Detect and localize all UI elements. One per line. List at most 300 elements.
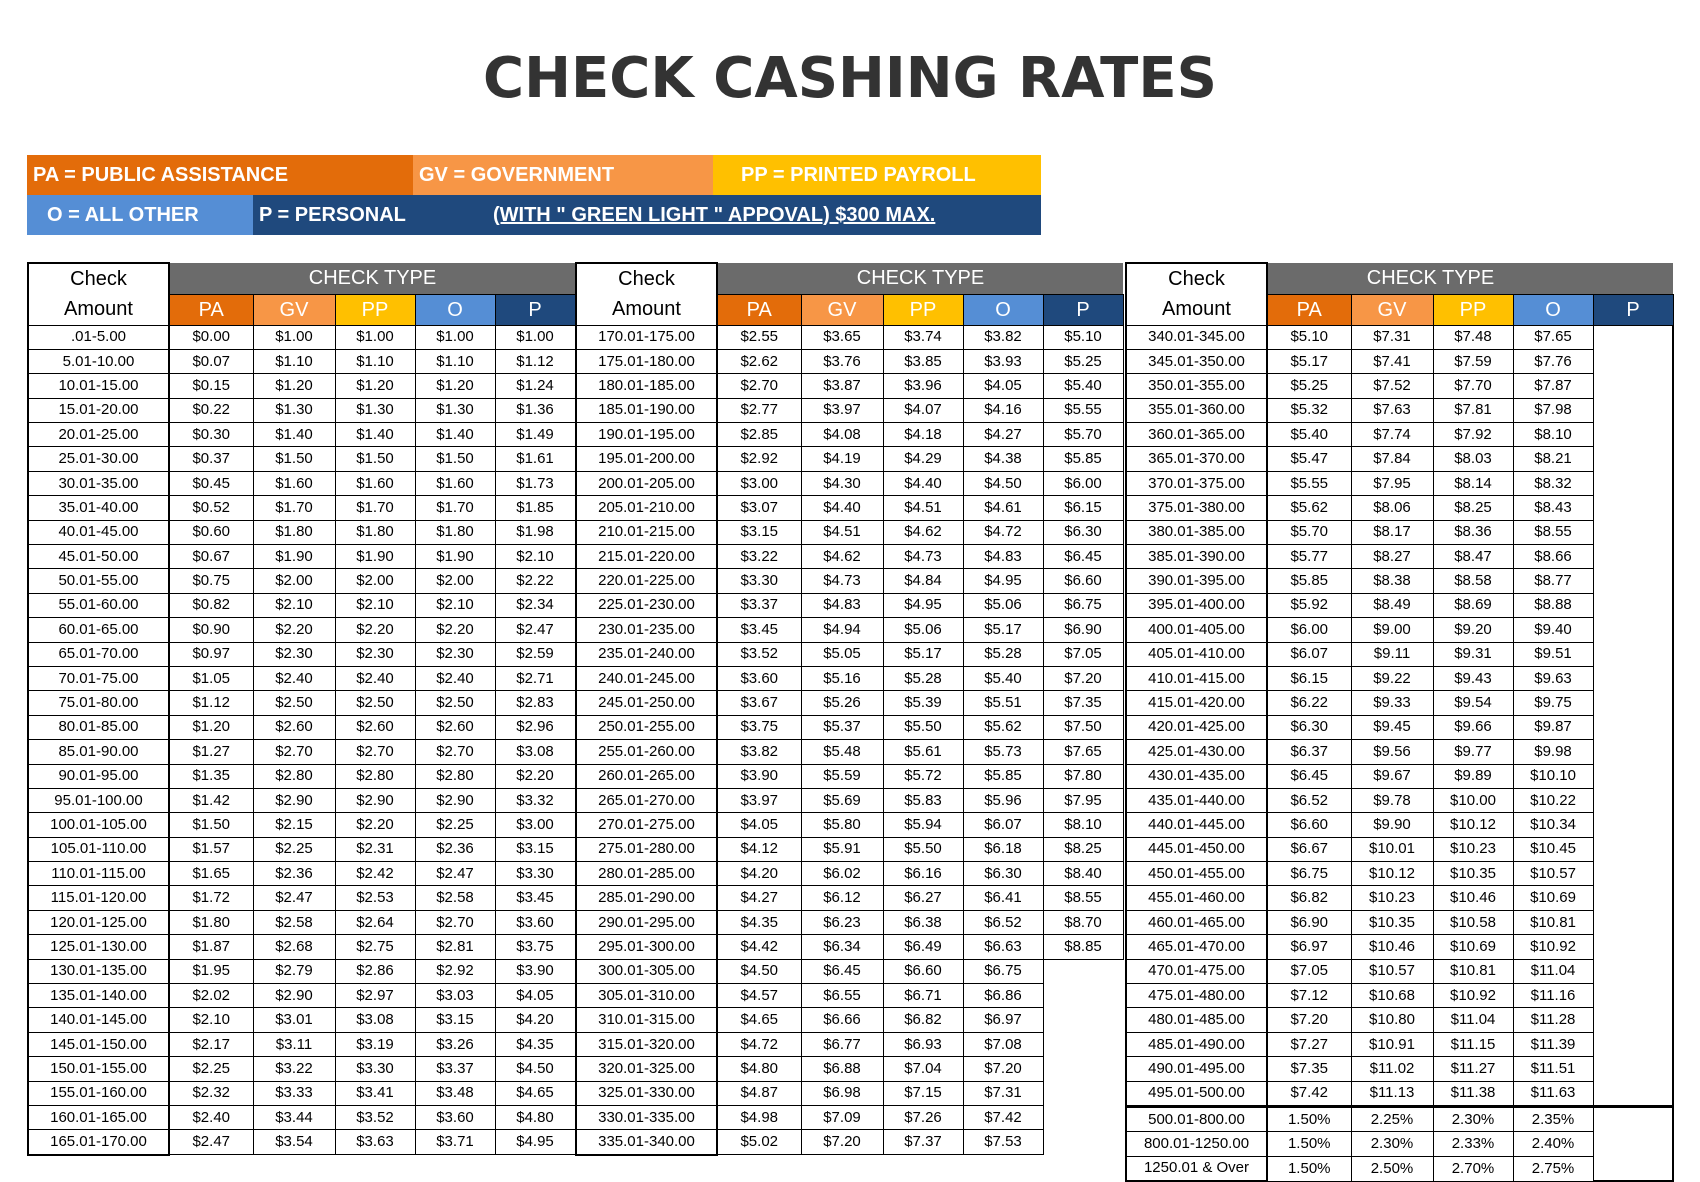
legend-all-other: O = ALL OTHER bbox=[27, 195, 253, 235]
rate-row bbox=[28, 788, 575, 812]
rate-pa: $6.52 bbox=[1267, 788, 1351, 812]
rate-pp: $9.54 bbox=[1433, 691, 1513, 715]
rate-row bbox=[28, 1008, 575, 1032]
rate-row bbox=[28, 423, 575, 447]
rate-pa: 1.50% bbox=[1267, 1107, 1351, 1132]
percent-rate-row bbox=[1126, 1156, 1673, 1181]
check-amount-range: 320.01-325.00 bbox=[576, 1057, 717, 1081]
rate-pa: $7.35 bbox=[1267, 1057, 1351, 1081]
rate-pp: $2.64 bbox=[335, 910, 415, 934]
rate-row bbox=[28, 447, 575, 471]
rate-p: $4.50 bbox=[495, 1057, 575, 1081]
rate-p: $2.22 bbox=[495, 569, 575, 593]
rate-gv: $1.00 bbox=[253, 325, 335, 349]
check-amount-range: 175.01-180.00 bbox=[576, 349, 717, 373]
rate-p: $3.75 bbox=[495, 935, 575, 959]
rate-pp: $3.96 bbox=[883, 374, 963, 398]
rate-pp: $3.30 bbox=[335, 1057, 415, 1081]
rate-gv: $5.26 bbox=[801, 691, 883, 715]
rate-o: $11.16 bbox=[1513, 984, 1593, 1008]
rate-pa: $1.35 bbox=[169, 764, 253, 788]
rate-o: 2.40% bbox=[1513, 1132, 1593, 1156]
rate-pp: $4.73 bbox=[883, 545, 963, 569]
rate-pp: $2.70 bbox=[335, 740, 415, 764]
check-amount-range: 80.01-85.00 bbox=[28, 715, 169, 739]
rate-p: $3.90 bbox=[495, 959, 575, 983]
rate-pa: $0.52 bbox=[169, 496, 253, 520]
rate-gv: $8.27 bbox=[1351, 545, 1433, 569]
rate-o: $2.70 bbox=[415, 740, 495, 764]
rate-o: $2.80 bbox=[415, 764, 495, 788]
rate-gv: $11.13 bbox=[1351, 1081, 1433, 1106]
rate-o: $2.90 bbox=[415, 788, 495, 812]
rate-gv: $7.09 bbox=[801, 1106, 883, 1130]
rate-p: $8.40 bbox=[1043, 862, 1123, 886]
rate-o: $4.50 bbox=[963, 471, 1043, 495]
check-amount-range: 465.01-470.00 bbox=[1126, 935, 1267, 959]
rate-p bbox=[1593, 1057, 1673, 1081]
rate-row bbox=[1126, 447, 1673, 471]
check-amount-range: 130.01-135.00 bbox=[28, 959, 169, 983]
rate-pp: $11.04 bbox=[1433, 1008, 1513, 1032]
check-amount-range: 125.01-130.00 bbox=[28, 935, 169, 959]
rate-row bbox=[28, 959, 575, 983]
rate-gv: $6.98 bbox=[801, 1081, 883, 1105]
check-amount-range: 95.01-100.00 bbox=[28, 788, 169, 812]
rate-o: $1.90 bbox=[415, 545, 495, 569]
rate-gv: $2.80 bbox=[253, 764, 335, 788]
rate-row bbox=[28, 642, 575, 666]
rate-o: $6.41 bbox=[963, 886, 1043, 910]
rate-p: $1.24 bbox=[495, 374, 575, 398]
rate-o: $7.20 bbox=[963, 1057, 1043, 1081]
rate-row bbox=[576, 1130, 1123, 1155]
rate-o: $7.42 bbox=[963, 1106, 1043, 1130]
column-header-pa: PA bbox=[717, 294, 801, 325]
rate-pp: $2.50 bbox=[335, 691, 415, 715]
rate-pa: $5.17 bbox=[1267, 349, 1351, 373]
rate-gv: $6.55 bbox=[801, 984, 883, 1008]
rate-p bbox=[1593, 910, 1673, 934]
rate-o: $2.70 bbox=[415, 910, 495, 934]
rate-gv: $2.79 bbox=[253, 959, 335, 983]
rate-row bbox=[28, 715, 575, 739]
rate-gv: $2.40 bbox=[253, 666, 335, 690]
rate-gv: $6.66 bbox=[801, 1008, 883, 1032]
rate-gv: $1.30 bbox=[253, 398, 335, 422]
rate-p: $7.20 bbox=[1043, 666, 1123, 690]
rate-p bbox=[1043, 1008, 1123, 1032]
rate-gv: $5.69 bbox=[801, 788, 883, 812]
rate-pp: $4.84 bbox=[883, 569, 963, 593]
rate-row bbox=[1126, 813, 1673, 837]
amount-header: Amount bbox=[1126, 294, 1267, 325]
rate-p: $1.73 bbox=[495, 471, 575, 495]
rate-p: $6.00 bbox=[1043, 471, 1123, 495]
rate-pa: $6.30 bbox=[1267, 715, 1351, 739]
rate-pp: $3.41 bbox=[335, 1081, 415, 1105]
rate-pa: $6.00 bbox=[1267, 618, 1351, 642]
rate-gv: $1.50 bbox=[253, 447, 335, 471]
rate-pp: $1.60 bbox=[335, 471, 415, 495]
rate-pp: $5.61 bbox=[883, 740, 963, 764]
rate-gv: $5.91 bbox=[801, 837, 883, 861]
rate-pa: $2.40 bbox=[169, 1106, 253, 1130]
rate-pp: $4.40 bbox=[883, 471, 963, 495]
rate-gv: $10.46 bbox=[1351, 935, 1433, 959]
rate-o: $3.26 bbox=[415, 1032, 495, 1056]
check-amount-range: 215.01-220.00 bbox=[576, 545, 717, 569]
rate-row bbox=[28, 1032, 575, 1056]
check-amount-range: 410.01-415.00 bbox=[1126, 666, 1267, 690]
rate-pp: $8.25 bbox=[1433, 496, 1513, 520]
rate-o: $8.32 bbox=[1513, 471, 1593, 495]
rate-o: $7.65 bbox=[1513, 325, 1593, 349]
rate-o: $2.00 bbox=[415, 569, 495, 593]
rate-pa: $7.42 bbox=[1267, 1081, 1351, 1106]
rate-o: $6.30 bbox=[963, 862, 1043, 886]
rate-gv: $1.40 bbox=[253, 423, 335, 447]
rate-row bbox=[576, 423, 1123, 447]
rate-o: $9.63 bbox=[1513, 666, 1593, 690]
rate-pp: $2.20 bbox=[335, 813, 415, 837]
check-amount-range: 500.01-800.00 bbox=[1126, 1107, 1267, 1132]
rate-pp: $4.18 bbox=[883, 423, 963, 447]
rate-o: $3.60 bbox=[415, 1106, 495, 1130]
check-amount-range: 150.01-155.00 bbox=[28, 1057, 169, 1081]
rate-p bbox=[1593, 837, 1673, 861]
rate-pp: $10.69 bbox=[1433, 935, 1513, 959]
rate-o: 2.75% bbox=[1513, 1156, 1593, 1181]
rate-pa: $1.12 bbox=[169, 691, 253, 715]
rate-row bbox=[28, 325, 575, 349]
check-header: Check bbox=[576, 263, 717, 294]
rate-pa: $2.25 bbox=[169, 1057, 253, 1081]
rate-gv: $9.11 bbox=[1351, 642, 1433, 666]
rate-row bbox=[576, 813, 1123, 837]
rate-p: $4.65 bbox=[495, 1081, 575, 1105]
rate-row bbox=[576, 984, 1123, 1008]
rate-row bbox=[1126, 349, 1673, 373]
rate-p: $5.40 bbox=[1043, 374, 1123, 398]
rate-o: $10.57 bbox=[1513, 862, 1593, 886]
rate-p bbox=[1043, 1130, 1123, 1155]
rate-pa: $1.95 bbox=[169, 959, 253, 983]
rate-gv: $5.05 bbox=[801, 642, 883, 666]
rate-pa: $5.55 bbox=[1267, 471, 1351, 495]
rate-o: $8.21 bbox=[1513, 447, 1593, 471]
rate-o: $1.00 bbox=[415, 325, 495, 349]
rate-pp: $6.38 bbox=[883, 910, 963, 934]
rate-pp: $1.30 bbox=[335, 398, 415, 422]
rate-row bbox=[1126, 325, 1673, 349]
rate-pp: $1.50 bbox=[335, 447, 415, 471]
rate-row bbox=[576, 764, 1123, 788]
rate-gv: $2.25 bbox=[253, 837, 335, 861]
rate-p: $4.80 bbox=[495, 1106, 575, 1130]
rate-pp: $1.70 bbox=[335, 496, 415, 520]
check-amount-range: 15.01-20.00 bbox=[28, 398, 169, 422]
rate-p bbox=[1593, 788, 1673, 812]
rate-row bbox=[576, 471, 1123, 495]
rate-pp: $10.23 bbox=[1433, 837, 1513, 861]
check-amount-range: 50.01-55.00 bbox=[28, 569, 169, 593]
rate-pa: $4.27 bbox=[717, 886, 801, 910]
rate-pp: $1.00 bbox=[335, 325, 415, 349]
rate-row bbox=[28, 984, 575, 1008]
rate-pp: $6.71 bbox=[883, 984, 963, 1008]
percent-rate-row bbox=[1126, 1107, 1673, 1132]
rate-p: $3.15 bbox=[495, 837, 575, 861]
rate-pa: $0.15 bbox=[169, 374, 253, 398]
rate-pa: $5.62 bbox=[1267, 496, 1351, 520]
rate-gv: $1.90 bbox=[253, 545, 335, 569]
rate-o: $8.10 bbox=[1513, 423, 1593, 447]
rate-row bbox=[1126, 910, 1673, 934]
rate-p: $1.49 bbox=[495, 423, 575, 447]
rate-p: $7.50 bbox=[1043, 715, 1123, 739]
rate-o: $11.63 bbox=[1513, 1081, 1593, 1106]
rate-pa: $2.32 bbox=[169, 1081, 253, 1105]
rate-p bbox=[1593, 813, 1673, 837]
rate-p bbox=[1593, 1107, 1673, 1132]
rate-gv: $10.68 bbox=[1351, 984, 1433, 1008]
rate-row bbox=[1126, 764, 1673, 788]
rate-pp: $6.60 bbox=[883, 959, 963, 983]
rate-row bbox=[28, 1057, 575, 1081]
check-amount-range: 310.01-315.00 bbox=[576, 1008, 717, 1032]
rate-p bbox=[1593, 1008, 1673, 1032]
rate-o: $10.45 bbox=[1513, 837, 1593, 861]
rate-o: $9.51 bbox=[1513, 642, 1593, 666]
rate-pa: $0.82 bbox=[169, 593, 253, 617]
column-header-gv: GV bbox=[801, 294, 883, 325]
legend-government: GV = GOVERNMENT bbox=[413, 155, 713, 195]
rate-p bbox=[1593, 1032, 1673, 1056]
rate-gv: $3.22 bbox=[253, 1057, 335, 1081]
page-title: CHECK CASHING RATES bbox=[483, 46, 1217, 111]
rate-pa: $3.82 bbox=[717, 740, 801, 764]
rate-pa: $6.67 bbox=[1267, 837, 1351, 861]
rate-gv: $9.45 bbox=[1351, 715, 1433, 739]
check-amount-range: 210.01-215.00 bbox=[576, 520, 717, 544]
check-header: Check bbox=[1126, 263, 1267, 294]
rate-pa: $3.52 bbox=[717, 642, 801, 666]
rate-gv: $7.52 bbox=[1351, 374, 1433, 398]
rate-pp: $6.82 bbox=[883, 1008, 963, 1032]
rate-pa: $3.97 bbox=[717, 788, 801, 812]
rate-gv: $6.88 bbox=[801, 1057, 883, 1081]
check-amount-range: 445.01-450.00 bbox=[1126, 837, 1267, 861]
rate-p bbox=[1593, 447, 1673, 471]
check-amount-range: 265.01-270.00 bbox=[576, 788, 717, 812]
rate-pa: $2.55 bbox=[717, 325, 801, 349]
rate-gv: $7.95 bbox=[1351, 471, 1433, 495]
rate-row bbox=[1126, 886, 1673, 910]
rate-gv: $2.58 bbox=[253, 910, 335, 934]
rate-pa: $6.45 bbox=[1267, 764, 1351, 788]
rate-p bbox=[1593, 398, 1673, 422]
rate-p bbox=[1593, 935, 1673, 959]
check-amount-range: 400.01-405.00 bbox=[1126, 618, 1267, 642]
rate-pa: $7.12 bbox=[1267, 984, 1351, 1008]
check-amount-range: 195.01-200.00 bbox=[576, 447, 717, 471]
rate-gv: $7.84 bbox=[1351, 447, 1433, 471]
rate-gv: $9.00 bbox=[1351, 618, 1433, 642]
rate-p: $6.60 bbox=[1043, 569, 1123, 593]
rate-pa: $0.30 bbox=[169, 423, 253, 447]
rate-gv: $2.00 bbox=[253, 569, 335, 593]
rate-p bbox=[1593, 618, 1673, 642]
rate-pp: $2.80 bbox=[335, 764, 415, 788]
check-amount-range: 390.01-395.00 bbox=[1126, 569, 1267, 593]
rate-o: $3.93 bbox=[963, 349, 1043, 373]
check-amount-range: 160.01-165.00 bbox=[28, 1106, 169, 1130]
rate-pp: $3.52 bbox=[335, 1106, 415, 1130]
rate-p: $4.20 bbox=[495, 1008, 575, 1032]
rate-p: $7.05 bbox=[1043, 642, 1123, 666]
rate-pa: $0.67 bbox=[169, 545, 253, 569]
rate-p: $5.55 bbox=[1043, 398, 1123, 422]
rate-gv: $7.31 bbox=[1351, 325, 1433, 349]
rate-p bbox=[1593, 764, 1673, 788]
legend-row-2 bbox=[27, 195, 1041, 235]
rate-pp: $9.77 bbox=[1433, 740, 1513, 764]
rate-gv: $4.94 bbox=[801, 618, 883, 642]
rate-gv: $2.90 bbox=[253, 984, 335, 1008]
rate-pp: $10.12 bbox=[1433, 813, 1513, 837]
rate-gv: $1.80 bbox=[253, 520, 335, 544]
check-amount-range: 70.01-75.00 bbox=[28, 666, 169, 690]
rate-o: $2.36 bbox=[415, 837, 495, 861]
rate-pa: $4.42 bbox=[717, 935, 801, 959]
rate-p: $3.00 bbox=[495, 813, 575, 837]
rate-pa: $6.97 bbox=[1267, 935, 1351, 959]
check-amount-range: 325.01-330.00 bbox=[576, 1081, 717, 1105]
rate-o: $3.71 bbox=[415, 1130, 495, 1155]
rate-pp: $10.46 bbox=[1433, 886, 1513, 910]
check-amount-range: 135.01-140.00 bbox=[28, 984, 169, 1008]
rate-gv: $3.01 bbox=[253, 1008, 335, 1032]
check-amount-range: 25.01-30.00 bbox=[28, 447, 169, 471]
rate-o: $6.75 bbox=[963, 959, 1043, 983]
rate-o: $8.55 bbox=[1513, 520, 1593, 544]
rate-pp: 2.33% bbox=[1433, 1132, 1513, 1156]
rate-gv: $1.70 bbox=[253, 496, 335, 520]
rate-o: $11.28 bbox=[1513, 1008, 1593, 1032]
rate-pa: $6.90 bbox=[1267, 910, 1351, 934]
rate-p: $4.05 bbox=[495, 984, 575, 1008]
rate-p: $3.32 bbox=[495, 788, 575, 812]
check-amount-range: 115.01-120.00 bbox=[28, 886, 169, 910]
rate-row bbox=[1126, 496, 1673, 520]
rate-o: $4.16 bbox=[963, 398, 1043, 422]
check-amount-range: 225.01-230.00 bbox=[576, 593, 717, 617]
rate-p: $7.95 bbox=[1043, 788, 1123, 812]
rate-p: $3.45 bbox=[495, 886, 575, 910]
rate-row bbox=[1126, 520, 1673, 544]
rate-gv: $3.65 bbox=[801, 325, 883, 349]
rate-pp: $4.62 bbox=[883, 520, 963, 544]
rate-row bbox=[1126, 423, 1673, 447]
rate-gv: $2.90 bbox=[253, 788, 335, 812]
rate-pp: $2.40 bbox=[335, 666, 415, 690]
check-amount-range: 220.01-225.00 bbox=[576, 569, 717, 593]
rate-pa: $1.20 bbox=[169, 715, 253, 739]
rate-pa: $4.12 bbox=[717, 837, 801, 861]
check-type-header-extension bbox=[1593, 263, 1673, 294]
rate-pa: $0.75 bbox=[169, 569, 253, 593]
rate-p: $7.65 bbox=[1043, 740, 1123, 764]
rate-p bbox=[1593, 984, 1673, 1008]
rate-row bbox=[28, 349, 575, 373]
check-amount-range: 55.01-60.00 bbox=[28, 593, 169, 617]
rate-pa: $5.10 bbox=[1267, 325, 1351, 349]
rate-pp: $3.63 bbox=[335, 1130, 415, 1155]
rate-gv: $2.50 bbox=[253, 691, 335, 715]
rate-gv: $3.33 bbox=[253, 1081, 335, 1105]
rate-row bbox=[1126, 398, 1673, 422]
rate-gv: $9.78 bbox=[1351, 788, 1433, 812]
rate-o: $11.39 bbox=[1513, 1032, 1593, 1056]
check-amount-range: 455.01-460.00 bbox=[1126, 886, 1267, 910]
check-amount-range: 110.01-115.00 bbox=[28, 862, 169, 886]
rate-p: $7.80 bbox=[1043, 764, 1123, 788]
rate-pp: $2.10 bbox=[335, 593, 415, 617]
rate-pa: $2.47 bbox=[169, 1130, 253, 1155]
check-amount-range: 85.01-90.00 bbox=[28, 740, 169, 764]
rate-p bbox=[1593, 423, 1673, 447]
rate-gv: $5.37 bbox=[801, 715, 883, 739]
rate-o: $11.04 bbox=[1513, 959, 1593, 983]
check-amount-range: 60.01-65.00 bbox=[28, 618, 169, 642]
check-amount-range: 395.01-400.00 bbox=[1126, 593, 1267, 617]
rate-row bbox=[1126, 545, 1673, 569]
rate-gv: $2.20 bbox=[253, 618, 335, 642]
rate-pp: $6.16 bbox=[883, 862, 963, 886]
rate-row bbox=[28, 1081, 575, 1105]
rate-pa: $4.72 bbox=[717, 1032, 801, 1056]
rate-pp: $4.29 bbox=[883, 447, 963, 471]
rate-p: $3.30 bbox=[495, 862, 575, 886]
rate-gv: $7.20 bbox=[801, 1130, 883, 1155]
rate-o: $1.50 bbox=[415, 447, 495, 471]
rate-pp: $3.85 bbox=[883, 349, 963, 373]
rate-pp: $7.48 bbox=[1433, 325, 1513, 349]
check-amount-range: 370.01-375.00 bbox=[1126, 471, 1267, 495]
rate-gv: $4.51 bbox=[801, 520, 883, 544]
rate-pa: $3.07 bbox=[717, 496, 801, 520]
check-type-header: CHECK TYPE bbox=[169, 263, 575, 294]
rate-row bbox=[1126, 788, 1673, 812]
rate-gv: 2.30% bbox=[1351, 1132, 1433, 1156]
check-amount-range: 200.01-205.00 bbox=[576, 471, 717, 495]
rate-gv: $6.12 bbox=[801, 886, 883, 910]
rate-pa: $0.07 bbox=[169, 349, 253, 373]
rate-o: $1.70 bbox=[415, 496, 495, 520]
rate-pp: $1.20 bbox=[335, 374, 415, 398]
rate-row bbox=[1126, 569, 1673, 593]
rate-pp: $2.20 bbox=[335, 618, 415, 642]
rate-pa: $6.75 bbox=[1267, 862, 1351, 886]
rate-pp: $5.39 bbox=[883, 691, 963, 715]
check-amount-range: 205.01-210.00 bbox=[576, 496, 717, 520]
rate-p bbox=[1593, 666, 1673, 690]
rate-gv: $7.74 bbox=[1351, 423, 1433, 447]
rate-pp: $5.72 bbox=[883, 764, 963, 788]
rate-o: 2.35% bbox=[1513, 1107, 1593, 1132]
rate-o: $7.76 bbox=[1513, 349, 1593, 373]
